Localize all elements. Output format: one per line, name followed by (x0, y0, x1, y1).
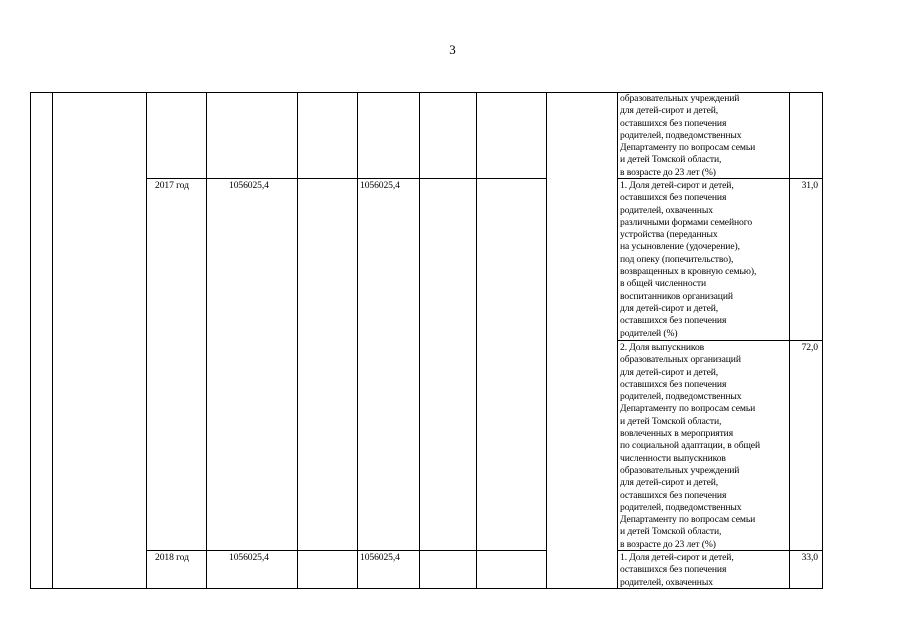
page-number: 3 (449, 42, 456, 57)
indicator-text-fragment: образовательных учреждений для детей-сирот и детей, оставшихся без попечения родителей, подведомственных Департаменту по вопросам семьи и детей Томской области, в возрасте до 23 лет (%) (620, 93, 756, 178)
col-border-5 (357, 92, 358, 589)
col-border-3 (206, 92, 207, 589)
regional-budget-cell-2017: 1056025,4 (360, 180, 400, 191)
col-border-4 (297, 92, 298, 589)
col-border-2 (146, 92, 147, 589)
year-cell-2018: 2018 год (155, 552, 189, 563)
indicator-2-text-2017: 2. Доля выпускников образовательных организаций для детей-сирот и детей, оставшихся без попечения родителей, подведомственных Департаменту по вопросам семьи и детей Томской области, вовлеченных в мероприятия по социальной адаптации, в общей численности выпускников образовательных учреждений для детей-сирот и детей, оставшихся без попечения родителей, подведомственных Департаменту по вопросам семьи и детей Томской области, в возрасте до 23 лет (%) (620, 342, 760, 550)
col-border-10 (789, 92, 790, 589)
indicator-1-value-2017: 31,0 (801, 180, 818, 191)
col-border-11 (822, 92, 823, 589)
row-divider-2017 (146, 178, 546, 179)
indicator-1-text-2018: 1. Доля детей-сирот и детей, оставшихся без попечения родителей, охваченных (620, 552, 734, 588)
col-border-1 (52, 92, 53, 589)
indicator-1-text-2017: 1. Доля детей-сирот и детей, оставшихся без попечения родителей, охваченных различными формами семейного устройства (переданных на усыновление (удочерение), под опеку (попечительство), возвращенных в кровную семью), в общей численности воспитанников организаций для детей-сирот и детей, оставшихся без попечения родителей (%) (620, 180, 757, 339)
col-border-9 (617, 92, 618, 589)
row-divider-2018 (146, 550, 546, 551)
col-border-7 (476, 92, 477, 589)
total-cell-2017: 1056025,4 (229, 180, 269, 191)
regional-budget-cell-2018: 1056025,4 (360, 552, 400, 563)
col-border-8 (546, 92, 547, 589)
row-divider-indicator-2 (617, 340, 823, 341)
col-border-0 (30, 92, 31, 589)
year-cell-2017: 2017 год (155, 180, 189, 191)
total-cell-2018: 1056025,4 (229, 552, 269, 563)
indicator-1-value-2018: 33,0 (801, 552, 818, 563)
col-border-6 (419, 92, 420, 589)
indicator-2-value-2017: 72,0 (801, 342, 818, 353)
